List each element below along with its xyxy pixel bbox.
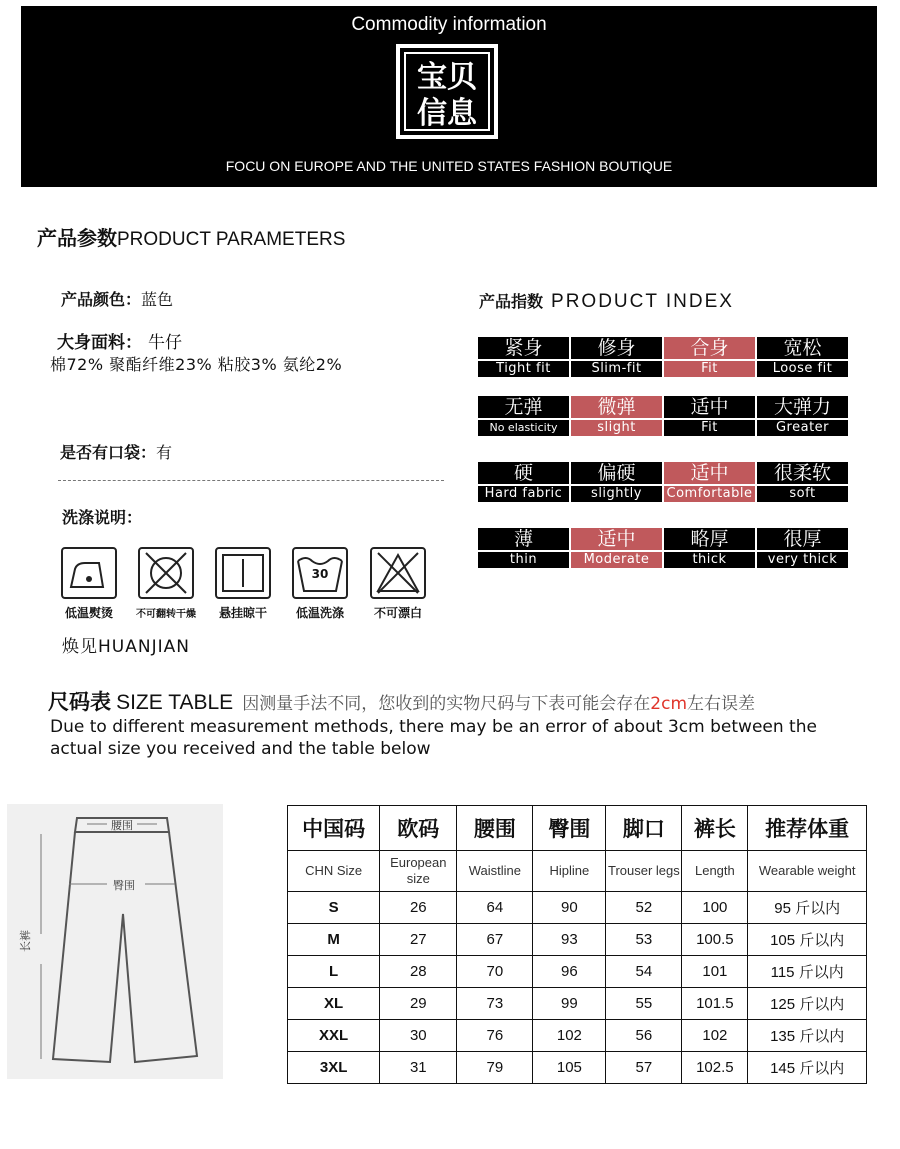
table-cell: 64: [457, 892, 533, 924]
table-cell: 52: [606, 892, 682, 924]
index-cell: [571, 462, 662, 502]
table-header-cell: CHN Size: [288, 851, 380, 892]
index-cell-cn: 偏硬: [571, 462, 662, 484]
index-cell-en: thin: [478, 552, 569, 568]
index-title-en: PRODUCT INDEX: [551, 291, 734, 312]
table-header-cell: 臀围: [533, 806, 606, 851]
params-title-en: PRODUCT PARAMETERS: [117, 229, 346, 250]
table-cell: 105: [533, 1052, 606, 1084]
index-cell-en: slightly: [571, 486, 662, 502]
table-cell: 101.5: [682, 988, 748, 1020]
param-pocket: [60, 440, 172, 463]
index-cell: [757, 528, 848, 568]
table-row: [288, 1052, 867, 1084]
composition: 棉72% 聚酯纤维23% 粘胶3% 氨纶2%: [50, 355, 343, 374]
table-cell: 115 斤以内: [748, 956, 867, 988]
wash-label: 洗涤说明：: [62, 508, 143, 527]
note-red: 2cm: [650, 694, 688, 714]
table-cell: L: [288, 956, 380, 988]
table-cell: 26: [380, 892, 457, 924]
index-cell-cn: 适中: [664, 396, 755, 418]
index-cell-en: thick: [664, 552, 755, 568]
fabric-label: 大身面料：: [57, 333, 142, 353]
care-label-1: 低温熨烫: [64, 606, 113, 620]
color-label: 产品颜色：: [61, 290, 142, 309]
banner-subtitle: FOCU ON EUROPE AND THE UNITED STATES FASHION BOUTIQUE: [225, 158, 673, 174]
index-cell: [664, 528, 755, 568]
iron-low-icon: [61, 547, 117, 599]
index-cell-en: Fit: [664, 420, 755, 436]
table-header-cell: Trouser legs: [606, 851, 682, 892]
care-label-4: 低温洗涤: [295, 606, 344, 620]
table-cell: 102.5: [682, 1052, 748, 1084]
pants-diagram: [7, 804, 223, 1079]
table-header-cell: Hipline: [533, 851, 606, 892]
wash-30-icon: [292, 547, 348, 599]
index-cell-en: soft: [757, 486, 848, 502]
index-cell-en: Greater: [757, 420, 848, 436]
index-cell-cn: 紧身: [478, 337, 569, 359]
size-title-en: SIZE TABLE: [116, 691, 234, 714]
param-fabric: [57, 328, 182, 353]
index-cell: [664, 396, 755, 436]
index-cell-cn: 适中: [664, 462, 755, 484]
table-cell: 125 斤以内: [748, 988, 867, 1020]
index-cell-cn: 薄: [478, 528, 569, 550]
table-cell: 29: [380, 988, 457, 1020]
header-banner: [21, 6, 877, 187]
table-cell: 93: [533, 924, 606, 956]
table-cell: 90: [533, 892, 606, 924]
size-title-cn: 尺码表: [48, 690, 111, 714]
table-cell: 76: [457, 1020, 533, 1052]
index-cell-cn: 无弹: [478, 396, 569, 418]
brand: 焕见HUANJIAN: [62, 637, 190, 657]
index-cell-cn: 修身: [571, 337, 662, 359]
color-value: 蓝色: [141, 290, 174, 309]
table-cell: S: [288, 892, 380, 924]
table-header-cell: 中国码: [288, 806, 380, 851]
table-cell: 57: [606, 1052, 682, 1084]
table-header-row: [288, 806, 867, 851]
table-cell: 99: [533, 988, 606, 1020]
table-cell: 28: [380, 956, 457, 988]
size-note-en: Due to different measurement methods, there may be an error of about 3cm between the actual size you received and the table below: [50, 717, 817, 759]
table-cell: 54: [606, 956, 682, 988]
index-heading: [479, 289, 734, 313]
table-cell: XXL: [288, 1020, 380, 1052]
index-cell-cn: 很柔软: [757, 462, 848, 484]
index-cell-en: Fit: [664, 361, 755, 377]
params-heading: [37, 222, 345, 251]
index-cell-cn: 合身: [664, 337, 755, 359]
table-cell: 105 斤以内: [748, 924, 867, 956]
banner-box-line1: 宝贝: [417, 60, 477, 95]
table-cell: 101: [682, 956, 748, 988]
table-cell: 95 斤以内: [748, 892, 867, 924]
table-header-cell: 腰围: [457, 806, 533, 851]
table-row: [288, 924, 867, 956]
table-row: [288, 988, 867, 1020]
size-table: [287, 805, 867, 1084]
index-cell: [571, 528, 662, 568]
index-cell-cn: 很厚: [757, 528, 848, 550]
table-cell: 56: [606, 1020, 682, 1052]
index-cell-en: Slim-fit: [571, 361, 662, 377]
index-cell-en: Loose fit: [757, 361, 848, 377]
index-cell: [757, 396, 848, 436]
params-title-cn: 产品参数: [37, 226, 117, 250]
table-cell: 53: [606, 924, 682, 956]
care-wash: [292, 547, 348, 599]
index-cell-en: Comfortable: [664, 486, 755, 502]
note-post: 左右误差: [687, 694, 756, 714]
no-tumble-dry-icon: [138, 547, 194, 599]
divider: [58, 480, 444, 481]
banner-title: Commodity information: [351, 14, 547, 35]
table-cell: 100: [682, 892, 748, 924]
care-label-5: 不可漂白: [373, 606, 422, 620]
banner-box-line2: 信息: [417, 96, 477, 131]
table-header-cell: Length: [682, 851, 748, 892]
index-cell: [664, 337, 755, 377]
table-cell: 55: [606, 988, 682, 1020]
care-label-3: 悬挂晾干: [218, 606, 267, 620]
diagram-length-label: 长裤: [19, 930, 32, 952]
index-cell-cn: 适中: [571, 528, 662, 550]
table-cell: 102: [533, 1020, 606, 1052]
table-cell: 135 斤以内: [748, 1020, 867, 1052]
wash-temp: 30: [311, 567, 329, 581]
size-note-cn: [242, 694, 755, 714]
care-tumble: [138, 547, 194, 599]
table-header-cell: 欧码: [380, 806, 457, 851]
index-cell-cn: 宽松: [757, 337, 848, 359]
index-cell: [478, 462, 569, 502]
index-cell-en: slight: [571, 420, 662, 436]
index-cell: [757, 337, 848, 377]
table-cell: 27: [380, 924, 457, 956]
table-cell: 70: [457, 956, 533, 988]
banner-logo-box: [396, 44, 498, 139]
index-cell-cn: 略厚: [664, 528, 755, 550]
index-cell: [757, 462, 848, 502]
no-bleach-icon: [370, 547, 426, 599]
table-cell: 3XL: [288, 1052, 380, 1084]
table-cell: 100.5: [682, 924, 748, 956]
table-header-cell: Wearable weight: [748, 851, 867, 892]
table-cell: 102: [682, 1020, 748, 1052]
index-cell-en: Hard fabric: [478, 486, 569, 502]
table-header-cell: European size: [380, 851, 457, 892]
index-cell-en: very thick: [757, 552, 848, 568]
table-cell: XL: [288, 988, 380, 1020]
index-cell-cn: 微弹: [571, 396, 662, 418]
table-cell: 30: [380, 1020, 457, 1052]
index-cell: [478, 337, 569, 377]
size-heading: [48, 686, 755, 716]
index-cell-en: Tight fit: [478, 361, 569, 377]
table-cell: 96: [533, 956, 606, 988]
index-cell: [478, 396, 569, 436]
index-cell-cn: 大弹力: [757, 396, 848, 418]
pocket-label: 是否有口袋：: [60, 443, 157, 462]
diagram-waist-label: 腰围: [111, 819, 133, 832]
fabric-value: 牛仔: [148, 333, 182, 353]
table-cell: 67: [457, 924, 533, 956]
param-color: [61, 287, 173, 310]
diagram-hip-label: 臀围: [113, 879, 135, 892]
index-title-cn: 产品指数: [479, 292, 544, 311]
table-header-cell: 推荐体重: [748, 806, 867, 851]
table-header-row: [288, 851, 867, 892]
table-row: [288, 892, 867, 924]
table-header-cell: Waistline: [457, 851, 533, 892]
care-iron: [61, 547, 117, 599]
table-cell: 145 斤以内: [748, 1052, 867, 1084]
index-cell: [664, 462, 755, 502]
index-cell: [571, 337, 662, 377]
care-hang: [215, 547, 271, 599]
note-pre: 因测量手法不同，您收到的实物尺码与下表可能会存在: [242, 694, 651, 714]
table-header-cell: 裤长: [682, 806, 748, 851]
table-row: [288, 1020, 867, 1052]
table-cell: 79: [457, 1052, 533, 1084]
index-cell: [478, 528, 569, 568]
index-cell: [571, 396, 662, 436]
table-cell: 73: [457, 988, 533, 1020]
table-cell: 31: [380, 1052, 457, 1084]
index-cell-en: Moderate: [571, 552, 662, 568]
care-label-2: 不可翻转干燥: [136, 609, 196, 620]
table-header-cell: 脚口: [606, 806, 682, 851]
index-cell-en: No elasticity: [478, 420, 569, 436]
care-bleach: [370, 547, 426, 599]
hang-dry-icon: [215, 547, 271, 599]
index-cell-cn: 硬: [478, 462, 569, 484]
table-row: [288, 956, 867, 988]
table-cell: M: [288, 924, 380, 956]
pocket-value: 有: [156, 443, 173, 462]
